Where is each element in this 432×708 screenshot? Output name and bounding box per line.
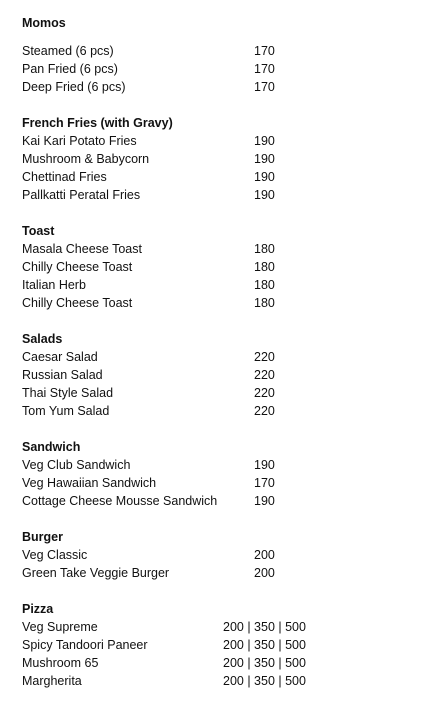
item-name: Caesar Salad	[22, 350, 98, 364]
menu-item	[22, 240, 422, 258]
item-name: Pallkatti Peratal Fries	[22, 188, 141, 202]
item-name: Russian Salad	[22, 368, 103, 382]
item-price: 170	[254, 80, 275, 94]
menu-item	[22, 348, 422, 366]
item-name: Tom Yum Salad	[22, 404, 110, 418]
section-title: Momos	[22, 16, 66, 30]
menu-section-pizza	[22, 600, 422, 690]
item-name: Veg Hawaiian Sandwich	[22, 476, 157, 490]
item-name: Italian Herb	[22, 278, 86, 292]
item-price: 220	[254, 404, 275, 418]
menu-item	[22, 654, 422, 672]
item-price: 180	[254, 296, 275, 310]
menu-item	[22, 618, 422, 636]
item-price: 190	[254, 152, 275, 166]
item-name: Mushroom 65	[22, 656, 99, 670]
item-name: Margherita	[22, 674, 82, 688]
item-price: 190	[254, 494, 275, 508]
menu-item	[22, 474, 422, 492]
item-price: 170	[254, 44, 275, 58]
menu-item	[22, 546, 422, 564]
item-name: Steamed (6 pcs)	[22, 44, 114, 58]
menu-section-sandwich	[22, 438, 422, 510]
section-title: Burger	[22, 530, 63, 544]
item-name: Veg Classic	[22, 548, 88, 562]
item-name: Green Take Veggie Burger	[22, 566, 170, 580]
item-name: Chilly Cheese Toast	[22, 296, 133, 310]
item-price: 180	[254, 260, 275, 274]
menu-section-momos	[22, 14, 422, 96]
menu-item	[22, 366, 422, 384]
item-price: 220	[254, 368, 275, 382]
item-price: 220	[254, 386, 275, 400]
menu-item	[22, 636, 422, 654]
item-name: Thai Style Salad	[22, 386, 114, 400]
item-name: Chettinad Fries	[22, 170, 107, 184]
menu-item	[22, 384, 422, 402]
item-name: Mushroom & Babycorn	[22, 152, 150, 166]
item-name: Chilly Cheese Toast	[22, 260, 133, 274]
item-name: Veg Club Sandwich	[22, 458, 131, 472]
menu-item	[22, 276, 422, 294]
item-name: Veg Supreme	[22, 620, 98, 634]
menu-item	[22, 150, 422, 168]
item-price: 190	[254, 188, 275, 202]
menu-section-french-fries	[22, 114, 422, 204]
item-price: 190	[254, 170, 275, 184]
menu-item	[22, 456, 422, 474]
menu-item	[22, 564, 422, 582]
item-price: 180	[254, 278, 275, 292]
item-price: 200 | 350 | 500	[223, 674, 306, 688]
section-title: Toast	[22, 224, 55, 238]
section-title: French Fries (with Gravy)	[22, 116, 173, 130]
menu-item	[22, 492, 422, 510]
item-price: 200	[254, 566, 275, 580]
menu-section-toast	[22, 222, 422, 312]
menu-item	[22, 42, 422, 60]
item-price: 170	[254, 476, 275, 490]
section-title: Pizza	[22, 602, 54, 616]
item-price: 200 | 350 | 500	[223, 656, 306, 670]
menu-item	[22, 186, 422, 204]
item-price: 220	[254, 350, 275, 364]
item-name: Cottage Cheese Mousse Sandwich	[22, 494, 218, 508]
menu-item	[22, 402, 422, 420]
item-name: Masala Cheese Toast	[22, 242, 142, 256]
item-name: Kai Kari Potato Fries	[22, 134, 137, 148]
menu-section-salads	[22, 330, 422, 420]
menu-item	[22, 60, 422, 78]
menu-item	[22, 168, 422, 186]
item-price: 170	[254, 62, 275, 76]
menu-item	[22, 78, 422, 96]
item-price: 180	[254, 242, 275, 256]
item-name: Spicy Tandoori Paneer	[22, 638, 148, 652]
item-price: 190	[254, 134, 275, 148]
item-name: Deep Fried (6 pcs)	[22, 80, 126, 94]
menu-item	[22, 258, 422, 276]
section-title: Sandwich	[22, 440, 81, 454]
menu-item	[22, 132, 422, 150]
menu-item	[22, 672, 422, 690]
item-name: Pan Fried (6 pcs)	[22, 62, 118, 76]
section-title: Salads	[22, 332, 63, 346]
menu-item	[22, 294, 422, 312]
menu	[22, 14, 422, 708]
item-price: 200 | 350 | 500	[223, 638, 306, 652]
menu-section-burger	[22, 528, 422, 582]
item-price: 200 | 350 | 500	[223, 620, 306, 634]
item-price: 200	[254, 548, 275, 562]
item-price: 190	[254, 458, 275, 472]
